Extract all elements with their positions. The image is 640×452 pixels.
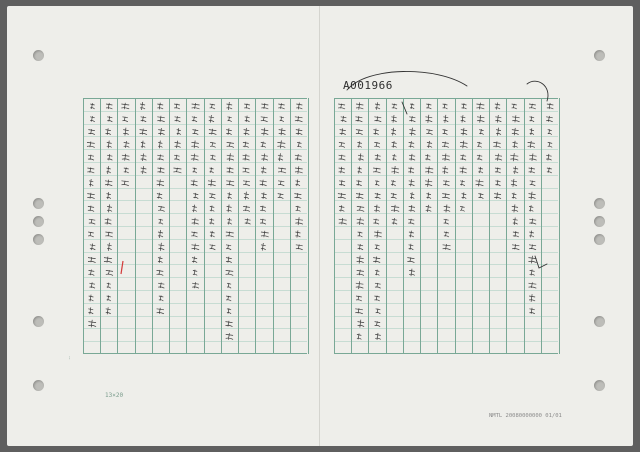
archive-code: NMTL 20080000000 01/01 [489, 413, 562, 419]
manuscript-sheet [7, 6, 633, 446]
page-mark: 13×20 [105, 392, 124, 399]
handwriting-strokes [7, 6, 633, 446]
grid-footer-mark: ·· [65, 356, 72, 360]
serial-number: A001966 [343, 79, 393, 92]
